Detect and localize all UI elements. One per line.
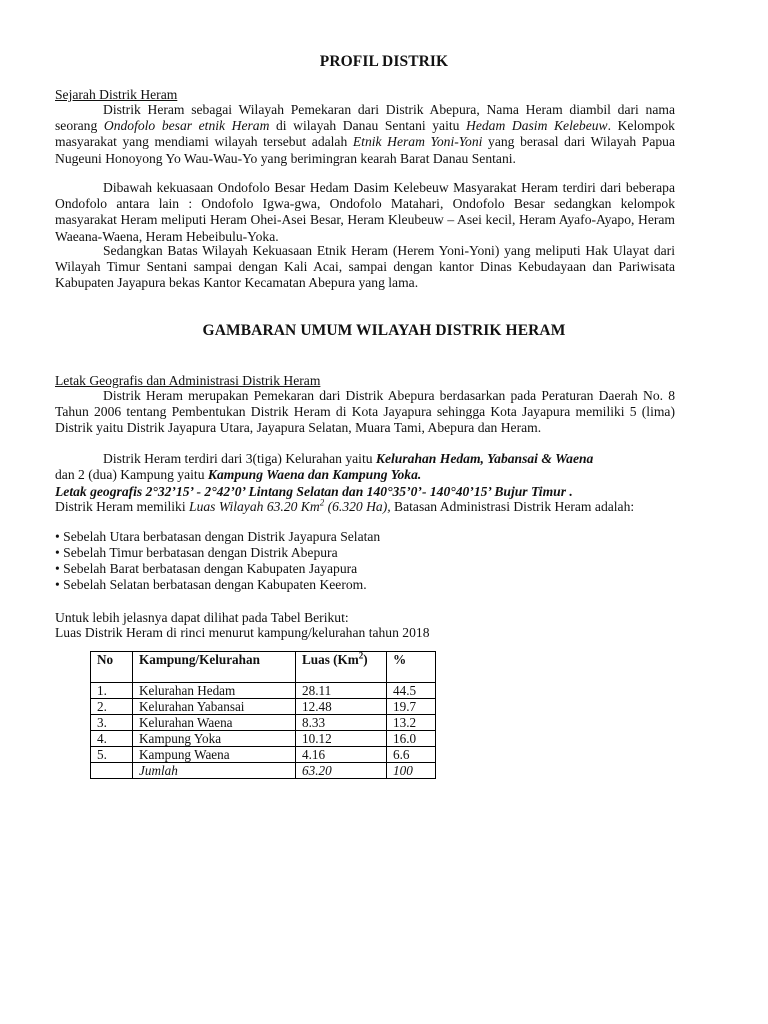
boundary-list (55, 529, 380, 593)
table-cell: 100 (387, 763, 436, 779)
table-row (91, 715, 436, 731)
table-cell: Kelurahan Yabansai (133, 699, 296, 715)
table-cell: 28.11 (296, 683, 387, 699)
table-cell: 6.6 (387, 747, 436, 763)
table-intro-2: Luas Distrik Heram di rinci menurut kampung/kelurahan tahun 2018 (55, 625, 430, 640)
table-cell: 19.7 (387, 699, 436, 715)
geo-paragraph-2: Distrik Heram terdiri dari 3(tiga) Kelurahan yaitu Kelurahan Hedam, Yabansai & Waena dan 2 (dua) Kampung yaitu Kampung Waena dan Kampung Yoka. (55, 451, 594, 483)
table-row (91, 699, 436, 715)
list-item: • Sebelah Timur berbatasan dengan Distrik Abepura (55, 545, 338, 561)
section-title-gambaran: GAMBARAN UMUM WILAYAH DISTRIK HERAM (202, 322, 566, 339)
table-cell: 3. (91, 715, 133, 731)
table-cell: 16.0 (387, 731, 436, 747)
table-cell: 10.12 (296, 731, 387, 747)
table-row (91, 731, 436, 747)
table-cell: 13.2 (387, 715, 436, 731)
table-intro-1: Untuk lebih jelasnya dapat dilihat pada Tabel Berikut: (55, 610, 349, 625)
table-row (91, 683, 436, 699)
table-cell: Kampung Waena (133, 747, 296, 763)
table-cell: 5. (91, 747, 133, 763)
geo-coordinates: Letak geografis 2°32’15’ - 2°42’0’ Lintang Selatan dan 140°35’0’- 140°40’15’ Bujur Timur . (55, 484, 573, 499)
geo-paragraph-1: Distrik Heram merupakan Pemekaran dari Distrik Abepura berdasarkan pada Peraturan Daerah No. 8 Tahun 2006 tentang Pembentukan Distrik Heram di Kota Jayapura sehingga Kota Jayapura memiliki 5 (lima) Distrik yaitu Distrik Jayapura Utara, Jayapura Selatan, Muara Tami, Abepura dan Heram. (55, 388, 675, 436)
table-cell: Kampung Yoka (133, 731, 296, 747)
header-kampung: Kampung/Kelurahan (133, 652, 296, 683)
list-item: • Sebelah Barat berbatasan dengan Kabupaten Jayapura (55, 561, 358, 577)
list-item: • Sebelah Utara berbatasan dengan Distrik Jayapura Selatan (55, 529, 381, 544)
table-cell: 12.48 (296, 699, 387, 715)
table-cell: 4.16 (296, 747, 387, 763)
table-cell (91, 763, 133, 779)
geo-heading: Letak Geografis dan Administrasi Distrik Heram (55, 373, 321, 388)
table-cell: 1. (91, 683, 133, 699)
table-cell: 2. (91, 699, 133, 715)
header-percent: % (387, 652, 436, 683)
header-luas: Luas (Km$^2$) (296, 652, 387, 683)
table-header-row (91, 652, 436, 683)
page-title: PROFIL DISTRIK (319, 53, 449, 70)
table-cell: Kelurahan Hedam (133, 683, 296, 699)
table-total-row (91, 763, 436, 779)
header-no: No (91, 652, 133, 683)
list-item: • Sebelah Selatan berbatasan dengan Kabupaten Keerom. (55, 577, 367, 593)
table-cell: Kelurahan Waena (133, 715, 296, 731)
table-cell: 44.5 (387, 683, 436, 699)
luas-table (90, 651, 436, 779)
sejarah-paragraph-2: Dibawah kekuasaan Ondofolo Besar Hedam Dasim Kelebeuw Masyarakat Heram terdiri dari beberapa Ondofolo antara lain : Ondofolo Igwa-gwa, Ondofolo Matahari, Ondofolo Besar sedangkan kelompok masyarakat Heram meliputi Heram Ohei-Asei Besar, Heram Kleubeuw – Asei kecil, Heram Ayafo-Ayapo, Heram Waeana-Waena, Heram Hebeibulu-Yoka. (55, 180, 675, 244)
table-cell: Jumlah (133, 763, 296, 779)
sejarah-paragraph-3: Sedangkan Batas Wilayah Kekuasaan Etnik Heram (Herem Yoni-Yoni) yang meliputi Hak Ulayat dari Wilayah Timur Sentani sampai dengan Kali Acai, sampai dengan kantor Dinas Kebudayaan dan Pariwisata Kabupaten Jayapura bekas Kantor Kecamatan Abepura yang lama. (55, 243, 675, 291)
table-cell: 4. (91, 731, 133, 747)
table-cell: 8.33 (296, 715, 387, 731)
table-cell: 63.20 (296, 763, 387, 779)
table-row (91, 747, 436, 763)
sejarah-heading: Sejarah Distrik Heram (55, 87, 178, 102)
geo-paragraph-3: Distrik Heram memiliki Luas Wilayah 63.20 Km$^2$ (6.320 Ha), Batasan Administrasi Distrik Heram adalah: (55, 497, 635, 514)
sejarah-paragraph-1: Distrik Heram sebagai Wilayah Pemekaran dari Distrik Abepura, Nama Heram diambil dari nama seorang Ondofolo besar etnik Heram di wilayah Danau Sentani yaitu Hedam Dasim Kelebeuw. Kelompok masyarakat yang mendiami wilayah tersebut adalah Etnik Heram Yoni-Yoni yang berasal dari Wilayah Papua Nugeuni Honoyong Yo Wau-Wau-Yo yang berimingran kearah Barat Danau Sentani. (55, 102, 676, 166)
